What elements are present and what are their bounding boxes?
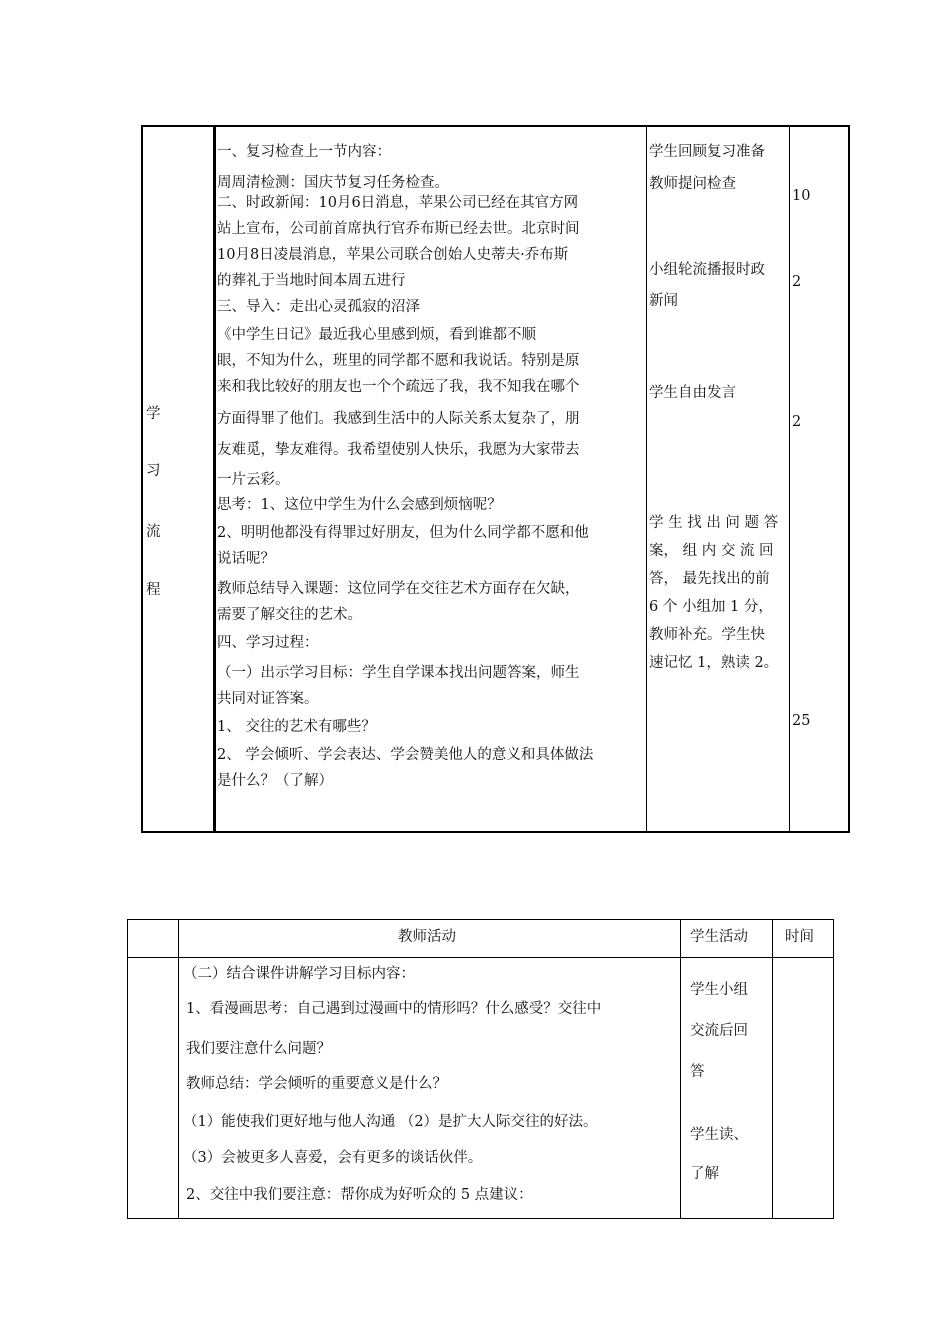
teacher-line: 一片云彩。 bbox=[217, 472, 290, 488]
header-time: 时间 bbox=[785, 929, 814, 945]
time-value: 10 bbox=[792, 188, 811, 204]
student-line: 6 个 小组加 1 分， bbox=[649, 599, 773, 615]
section-label-char: 程 bbox=[146, 582, 161, 598]
teacher-line: （3）会被更多人喜爱，会有更多的谈话伙伴。 bbox=[183, 1150, 483, 1166]
teacher-line: 方面得罪了他们。我感到生活中的人际关系太复杂了，朋 bbox=[217, 411, 580, 427]
table2-col-divider-3 bbox=[772, 919, 773, 1219]
student-line: 答 bbox=[690, 1064, 705, 1080]
student-line: 新闻 bbox=[649, 293, 678, 309]
time-value: 25 bbox=[792, 713, 811, 729]
teacher-line: 友难觅，挚友难得。我希望使别人快乐，我愿为大家带去 bbox=[217, 442, 580, 458]
teacher-line: 1、 交往的艺术有哪些？ bbox=[217, 719, 376, 735]
student-line: 学生自由发言 bbox=[649, 385, 736, 401]
teacher-line: 周周清检测：国庆节复习任务检查。 bbox=[217, 175, 449, 191]
header-student-activity: 学生活动 bbox=[690, 929, 748, 945]
student-line: 小组轮流播报时政 bbox=[649, 262, 765, 278]
teacher-line: 三、导入：走出心灵孤寂的沼泽 bbox=[217, 299, 420, 315]
time-value: 2 bbox=[792, 414, 802, 430]
teacher-line: 2、交往中我们要注意：帮你成为好听众的 5 点建议： bbox=[186, 1187, 533, 1203]
teacher-line: 共同对证答案。 bbox=[217, 691, 319, 707]
teacher-line: 教师总结导入课题：这位同学在交往艺术方面存在欠缺， bbox=[217, 581, 580, 597]
teacher-line: 《中学生日记》最近我心里感到烦，看到谁都不顺 bbox=[217, 327, 536, 343]
section-label-char: 学 bbox=[146, 406, 161, 422]
time-value: 2 bbox=[792, 274, 802, 290]
student-line: 学 生 找 出 问 题 答 bbox=[649, 515, 779, 531]
table2-right-border bbox=[833, 919, 834, 1219]
table2-col-divider-2 bbox=[680, 919, 681, 1219]
student-line: 了解 bbox=[690, 1166, 719, 1182]
table2-header-divider bbox=[127, 957, 834, 958]
student-line: 教师提问检查 bbox=[649, 176, 736, 192]
teacher-line: 四、学习过程： bbox=[217, 635, 319, 651]
teacher-line: 说话呢？ bbox=[217, 551, 275, 567]
teacher-line: （一）出示学习目标：学生自学课本找出问题答案，师生 bbox=[217, 665, 580, 681]
teacher-line: 思考：1、这位中学生为什么会感到烦恼呢？ bbox=[217, 497, 502, 513]
table2-bottom-border bbox=[127, 1218, 834, 1219]
student-line: 学生回顾复习准备 bbox=[649, 144, 765, 160]
student-line: 学生小组 bbox=[690, 982, 748, 998]
teacher-line: 一、复习检查上一节内容： bbox=[217, 144, 391, 160]
student-line: 教师补充。学生快 bbox=[649, 627, 765, 643]
student-line: 答， 最先找出的前 bbox=[649, 571, 770, 587]
teacher-line: 我们要注意什么问题？ bbox=[186, 1041, 331, 1057]
table2-top-border bbox=[127, 919, 834, 920]
student-line: 交流后回 bbox=[690, 1023, 748, 1039]
teacher-line: 10月8日凌晨消息，苹果公司联合创始人史蒂夫·乔布斯 bbox=[217, 247, 569, 263]
table1-top-border bbox=[141, 125, 850, 127]
teacher-line: 需要了解交往的艺术。 bbox=[217, 607, 362, 623]
teacher-line: 2、 学会倾听、学会表达、学会赞美他人的意义和具体做法 bbox=[217, 747, 594, 763]
teacher-line: 是什么？（了解） bbox=[217, 773, 333, 789]
table1-col-divider-1 bbox=[213, 125, 216, 833]
section-label-char: 流 bbox=[146, 524, 161, 540]
table1-left-border bbox=[141, 125, 143, 833]
teacher-line: 二、时政新闻：10月6日消息，苹果公司已经在其官方网 bbox=[217, 195, 579, 211]
header-teacher-activity: 教师活动 bbox=[398, 929, 456, 945]
teacher-line: 1、看漫画思考：自己遇到过漫画中的情形吗？什么感受？交往中 bbox=[186, 1001, 602, 1017]
teacher-line: 教师总结：学会倾听的重要意义是什么？ bbox=[186, 1076, 447, 1092]
teacher-line: 的葬礼于当地时间本周五进行 bbox=[217, 273, 406, 289]
section-label-char: 习 bbox=[146, 463, 161, 479]
teacher-line: （二）结合课件讲解学习目标内容： bbox=[183, 966, 415, 982]
student-line: 案， 组 内 交 流 回 bbox=[649, 543, 774, 559]
table1-bottom-border bbox=[141, 831, 850, 833]
teacher-line: 眼，不知为什么，班里的同学都不愿和我说话。特别是原 bbox=[217, 353, 580, 369]
student-line: 学生读、 bbox=[690, 1127, 748, 1143]
table2-col-divider-1 bbox=[178, 919, 179, 1219]
table2-left-border bbox=[127, 919, 128, 1219]
teacher-line: 站上宣布，公司前首席执行官乔布斯已经去世。北京时间 bbox=[217, 221, 580, 237]
teacher-line: 2、明明他都没有得罪过好朋友，但为什么同学都不愿和他 bbox=[217, 525, 589, 541]
student-line: 速记忆 1，熟读 2。 bbox=[649, 655, 779, 671]
teacher-line: （1）能使我们更好地与他人沟通 （2）是扩大人际交往的好法。 bbox=[183, 1114, 598, 1130]
table1-col-divider-3 bbox=[789, 125, 790, 833]
teacher-line: 来和我比较好的朋友也一个个疏远了我，我不知我在哪个 bbox=[217, 379, 580, 395]
table1-right-border bbox=[848, 125, 850, 833]
table1-col-divider-2 bbox=[646, 125, 647, 833]
